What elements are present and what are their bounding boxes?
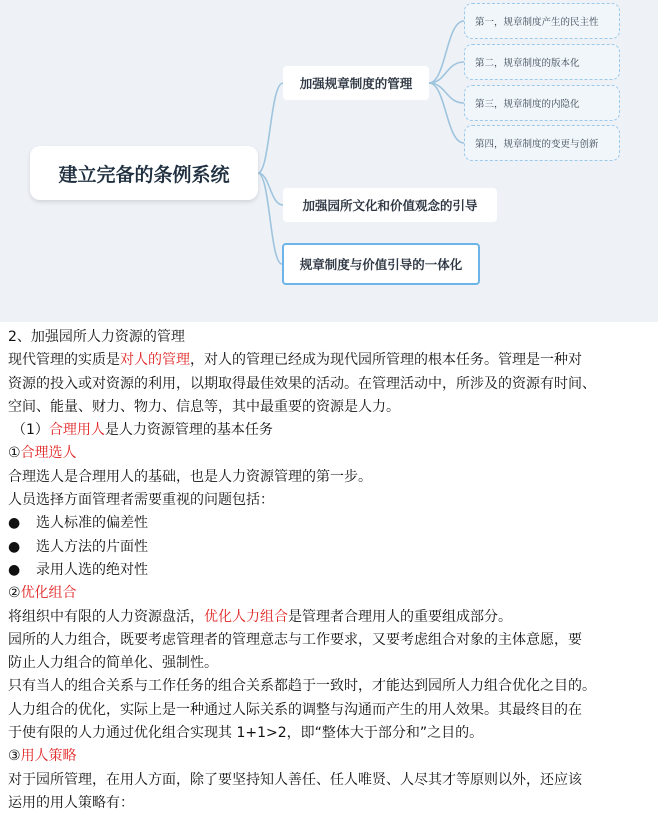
mind-map-branch-rules: 加强规章制度的管理 <box>283 66 429 100</box>
text: （1） <box>12 422 49 439</box>
paragraph-line: 空间、能量、财力、物力、信息等，其中最重要的资源是人力。 <box>8 398 400 415</box>
mind-map-leaf-3: 第三，规章制度的内隐化 <box>464 85 620 121</box>
paragraph-line: 只有当人的组合关系与工作任务的组合关系都趋于一致时，才能达到园所人力组合优化之目的。 <box>8 678 596 695</box>
paragraph-line: 人员选择方面管理者需要重视的问题包括： <box>8 492 274 509</box>
section-heading: 2、加强园所人力资源的管理 <box>8 329 185 345</box>
paragraph-line: 防止人力组合的简单化、强制性。 <box>8 655 218 672</box>
paragraph-line: 资源的投入或对资源的利用，以期取得最佳效果的活动。在管理活动中，所涉及的资源有时间、 <box>8 375 596 392</box>
highlight-text: 合理用人 <box>48 422 105 439</box>
mind-map-leaf-4: 第四，规章制度的变更与创新 <box>464 125 620 161</box>
mind-map-leaf-2: 第二，规章制度的版本化 <box>464 44 620 80</box>
highlight-text: 优化组合 <box>20 585 77 602</box>
subheading-1 <box>8 442 656 465</box>
circled-number: ① <box>8 445 21 462</box>
subheading-2 <box>8 582 656 605</box>
paragraph-line <box>8 606 656 629</box>
paragraph-line: 于使有限的人力通过优化组合实现其 1+1>2，即“整体大于部分和”之目的。 <box>8 725 484 742</box>
list-item <box>8 559 656 582</box>
text: 将组织中有限的人力资源盘活， <box>8 608 204 625</box>
mind-map <box>0 0 658 322</box>
circled-number: ② <box>8 585 21 602</box>
subheading <box>8 419 656 442</box>
text: ，对人的管理已经成为现代园所管理的根本任务。管理是一种对 <box>190 352 582 369</box>
paragraph-line: 对于园所管理，在用人方面，除了要坚持知人善任、任人唯贤、人尽其才等原则以外，还应该 <box>8 771 582 788</box>
list-item-text: 选人标准的偏差性 <box>36 515 148 532</box>
highlight-text: 优化人力组合 <box>204 608 288 625</box>
connector-root-branch1 <box>258 83 283 173</box>
mind-map-branch-integration: 规章制度与价值引导的一体化 <box>282 243 480 285</box>
connector-branch1-leaf4 <box>429 83 464 143</box>
list-item <box>8 512 656 535</box>
highlight-text: 合理选人 <box>20 445 77 462</box>
text: 是人力资源管理的基本任务 <box>104 422 273 439</box>
highlight-text: 用人策略 <box>20 748 77 765</box>
paragraph-line: 人力组合的优化，实际上是一种通过人际关系的调整与沟通而产生的用人效果。其最终目的在 <box>8 701 582 718</box>
subheading-3 <box>8 745 656 768</box>
connector-branch1-leaf1 <box>429 21 464 83</box>
paragraph-line <box>8 349 656 372</box>
bullet-icon: ● <box>8 561 21 578</box>
bullet-icon: ● <box>8 515 21 532</box>
article-body <box>8 326 656 815</box>
list-item-text: 录用人选的绝对性 <box>36 561 148 578</box>
text: 现代管理的实质是 <box>8 352 120 369</box>
paragraph-line: 合理选人是合理用人的基础，也是人力资源管理的第一步。 <box>8 468 372 485</box>
highlight-text: 对人的管理 <box>120 352 190 369</box>
paragraph-line: 运用的用人策略有： <box>8 794 134 811</box>
mind-map-root: 建立完备的条例系统 <box>30 146 258 200</box>
circled-number: ③ <box>8 748 21 765</box>
mind-map-branch-culture: 加强园所文化和价值观念的引导 <box>283 188 497 222</box>
list-item <box>8 536 656 559</box>
mind-map-leaf-1: 第一，规章制度产生的民主性 <box>464 3 620 39</box>
paragraph-line: 园所的人力组合，既要考虑管理者的管理意志与工作要求，又要考虑组合对象的主体意愿，要 <box>8 631 582 648</box>
list-item-text: 选人方法的片面性 <box>36 538 148 555</box>
bullet-icon: ● <box>8 538 21 555</box>
text: 是管理者合理用人的重要组成部分。 <box>288 608 512 625</box>
